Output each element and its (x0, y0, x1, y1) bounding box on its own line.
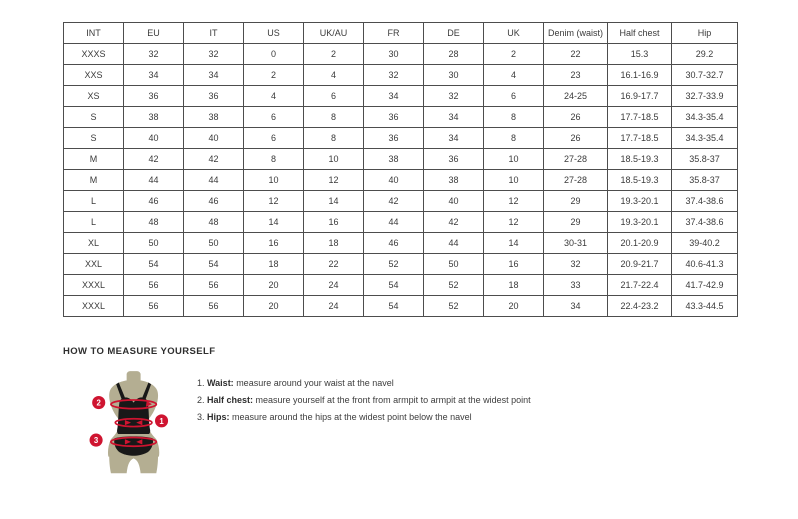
size-cell: 22 (544, 44, 608, 65)
size-cell: 32 (124, 44, 184, 65)
size-cell: 35.8-37 (672, 149, 738, 170)
size-cell: 40 (424, 191, 484, 212)
size-table (63, 22, 738, 317)
table-row (64, 233, 738, 254)
size-cell: 40.6-41.3 (672, 254, 738, 275)
size-cell: 10 (484, 149, 544, 170)
size-cell: 20 (244, 296, 304, 317)
size-cell: 10 (484, 170, 544, 191)
size-cell: 14 (244, 212, 304, 233)
table-row (64, 86, 738, 107)
column-header: DE (424, 23, 484, 44)
size-cell: 30.7-32.7 (672, 65, 738, 86)
step-number: 2. (197, 395, 208, 405)
size-cell: 32 (424, 86, 484, 107)
size-cell: 50 (124, 233, 184, 254)
size-cell: 20 (484, 296, 544, 317)
size-cell: 14 (304, 191, 364, 212)
step-label: Half chest: (207, 395, 254, 405)
size-cell: 56 (124, 296, 184, 317)
size-cell: 8 (304, 128, 364, 149)
size-cell: 12 (484, 212, 544, 233)
size-cell: 36 (364, 128, 424, 149)
size-cell: 26 (544, 128, 608, 149)
size-cell: S (64, 107, 124, 128)
size-cell: 42 (364, 191, 424, 212)
size-cell: 46 (124, 191, 184, 212)
column-header: FR (364, 23, 424, 44)
size-cell: 44 (424, 233, 484, 254)
size-cell: 18.5-19.3 (608, 170, 672, 191)
size-cell: 4 (484, 65, 544, 86)
size-cell: 37.4-38.6 (672, 191, 738, 212)
badge-2: 2 (96, 398, 101, 408)
measure-figure (83, 369, 195, 490)
size-cell: 29.2 (672, 44, 738, 65)
measure-step-half-chest (197, 392, 531, 409)
step-label: Hips: (207, 412, 230, 422)
size-cell: 40 (184, 128, 244, 149)
camisole-top (117, 397, 150, 434)
size-cell: 24 (304, 275, 364, 296)
table-row (64, 296, 738, 317)
size-cell: 29 (544, 212, 608, 233)
size-cell: 16.1-16.9 (608, 65, 672, 86)
size-cell: XXXL (64, 275, 124, 296)
size-cell: 32.7-33.9 (672, 86, 738, 107)
size-cell: 52 (364, 254, 424, 275)
size-cell: 50 (184, 233, 244, 254)
size-cell: 37.4-38.6 (672, 212, 738, 233)
table-row (64, 191, 738, 212)
size-cell: 50 (424, 254, 484, 275)
size-table-body (64, 44, 738, 317)
size-cell: 10 (244, 170, 304, 191)
size-cell: 38 (424, 170, 484, 191)
size-cell: 17.7-18.5 (608, 128, 672, 149)
size-cell: 54 (364, 275, 424, 296)
size-cell: XS (64, 86, 124, 107)
size-cell: 44 (184, 170, 244, 191)
size-cell: 6 (244, 128, 304, 149)
size-cell: XXS (64, 65, 124, 86)
size-cell: 34 (544, 296, 608, 317)
size-cell: 2 (244, 65, 304, 86)
size-table-head-row (64, 23, 738, 44)
size-cell: XL (64, 233, 124, 254)
size-cell: M (64, 149, 124, 170)
size-cell: L (64, 212, 124, 233)
size-cell: 12 (304, 170, 364, 191)
step-number: 1. (197, 378, 208, 388)
column-header: Denim (waist) (544, 23, 608, 44)
size-cell: 18 (304, 233, 364, 254)
step-text: measure around the hips at the widest point below the navel (229, 412, 472, 422)
size-cell: 12 (484, 191, 544, 212)
size-cell: 20.9-21.7 (608, 254, 672, 275)
step-label: Waist: (207, 378, 234, 388)
size-cell: 54 (124, 254, 184, 275)
size-cell: 15.3 (608, 44, 672, 65)
size-cell: 6 (244, 107, 304, 128)
size-cell: 10 (304, 149, 364, 170)
size-cell: 8 (484, 128, 544, 149)
size-cell: 26 (544, 107, 608, 128)
size-cell: 46 (184, 191, 244, 212)
column-header: IT (184, 23, 244, 44)
size-cell: 36 (124, 86, 184, 107)
size-cell: 16 (244, 233, 304, 254)
measure-section (63, 346, 723, 490)
size-cell: 40 (124, 128, 184, 149)
size-cell: 30-31 (544, 233, 608, 254)
size-cell: 48 (184, 212, 244, 233)
size-cell: 14 (484, 233, 544, 254)
size-cell: 38 (184, 107, 244, 128)
size-cell: 19.3-20.1 (608, 212, 672, 233)
step-number: 3. (197, 412, 208, 422)
size-cell: 8 (304, 107, 364, 128)
size-cell: 23 (544, 65, 608, 86)
size-cell: 34 (364, 86, 424, 107)
size-cell: 22.4-23.2 (608, 296, 672, 317)
step-text: measure yourself at the front from armpit to armpit at the widest point (253, 395, 531, 405)
size-cell: 30 (424, 65, 484, 86)
size-cell: 39-40.2 (672, 233, 738, 254)
size-cell: 27-28 (544, 170, 608, 191)
size-cell: 29 (544, 191, 608, 212)
size-cell: 8 (244, 149, 304, 170)
size-cell: L (64, 191, 124, 212)
table-row (64, 65, 738, 86)
size-cell: 42 (124, 149, 184, 170)
size-cell: 4 (304, 65, 364, 86)
size-cell: 32 (184, 44, 244, 65)
size-cell: 12 (244, 191, 304, 212)
size-cell: 56 (184, 296, 244, 317)
size-cell: 16 (484, 254, 544, 275)
column-header: Hip (672, 23, 738, 44)
size-cell: 41.7-42.9 (672, 275, 738, 296)
size-cell: 34 (424, 128, 484, 149)
size-cell: 42 (184, 149, 244, 170)
size-cell: 0 (244, 44, 304, 65)
column-header: EU (124, 23, 184, 44)
size-cell: 44 (364, 212, 424, 233)
size-cell: 19.3-20.1 (608, 191, 672, 212)
size-cell: 34.3-35.4 (672, 107, 738, 128)
size-cell: 22 (304, 254, 364, 275)
badge-3: 3 (93, 436, 99, 446)
step-text: measure around your waist at the navel (233, 378, 394, 388)
size-cell: 32 (364, 65, 424, 86)
size-cell: M (64, 170, 124, 191)
mannequin-legs (109, 455, 158, 473)
size-cell: 36 (364, 107, 424, 128)
size-cell: 33 (544, 275, 608, 296)
size-cell: 35.8-37 (672, 170, 738, 191)
size-cell: 36 (424, 149, 484, 170)
size-cell: 16.9-17.7 (608, 86, 672, 107)
size-cell: 52 (424, 275, 484, 296)
size-chart-section (63, 22, 737, 317)
size-cell: 4 (244, 86, 304, 107)
measure-step-waist (197, 375, 531, 392)
size-cell: 44 (124, 170, 184, 191)
column-header: UK (484, 23, 544, 44)
size-cell: 2 (304, 44, 364, 65)
size-cell: 6 (304, 86, 364, 107)
size-cell: 21.7-22.4 (608, 275, 672, 296)
size-cell: 17.7-18.5 (608, 107, 672, 128)
size-cell: 38 (124, 107, 184, 128)
size-cell: 52 (424, 296, 484, 317)
size-cell: 34 (124, 65, 184, 86)
table-row (64, 212, 738, 233)
mannequin-illustration-icon (83, 369, 179, 485)
size-cell: 18 (484, 275, 544, 296)
size-cell: 42 (424, 212, 484, 233)
size-cell: XXXL (64, 296, 124, 317)
column-header: Half chest (608, 23, 672, 44)
size-cell: 46 (364, 233, 424, 254)
size-cell: 20 (244, 275, 304, 296)
table-row (64, 254, 738, 275)
size-cell: 8 (484, 107, 544, 128)
measure-steps (197, 375, 531, 426)
column-header: US (244, 23, 304, 44)
measure-heading: HOW TO MEASURE YOURSELF (63, 346, 216, 357)
table-row (64, 275, 738, 296)
size-cell: 16 (304, 212, 364, 233)
size-cell: 18 (244, 254, 304, 275)
size-cell: XXL (64, 254, 124, 275)
size-cell: 34 (184, 65, 244, 86)
measure-step-hips (197, 409, 531, 426)
size-cell: 32 (544, 254, 608, 275)
size-cell: 30 (364, 44, 424, 65)
badge-1: 1 (159, 416, 164, 426)
size-cell: 20.1-20.9 (608, 233, 672, 254)
size-cell: 43.3-44.5 (672, 296, 738, 317)
size-cell: 54 (184, 254, 244, 275)
table-row (64, 44, 738, 65)
size-cell: 56 (124, 275, 184, 296)
size-cell: 34.3-35.4 (672, 128, 738, 149)
size-cell: 18.5-19.3 (608, 149, 672, 170)
table-row (64, 149, 738, 170)
column-header: UK/AU (304, 23, 364, 44)
size-cell: 6 (484, 86, 544, 107)
size-cell: 54 (364, 296, 424, 317)
table-row (64, 107, 738, 128)
size-cell: XXXS (64, 44, 124, 65)
table-row (64, 128, 738, 149)
size-cell: 40 (364, 170, 424, 191)
size-cell: 36 (184, 86, 244, 107)
table-row (64, 170, 738, 191)
size-cell: 2 (484, 44, 544, 65)
size-cell: 56 (184, 275, 244, 296)
size-cell: 28 (424, 44, 484, 65)
size-cell: 24-25 (544, 86, 608, 107)
size-cell: 38 (364, 149, 424, 170)
size-cell: S (64, 128, 124, 149)
size-cell: 24 (304, 296, 364, 317)
size-cell: 48 (124, 212, 184, 233)
size-cell: 27-28 (544, 149, 608, 170)
size-cell: 34 (424, 107, 484, 128)
column-header: INT (64, 23, 124, 44)
